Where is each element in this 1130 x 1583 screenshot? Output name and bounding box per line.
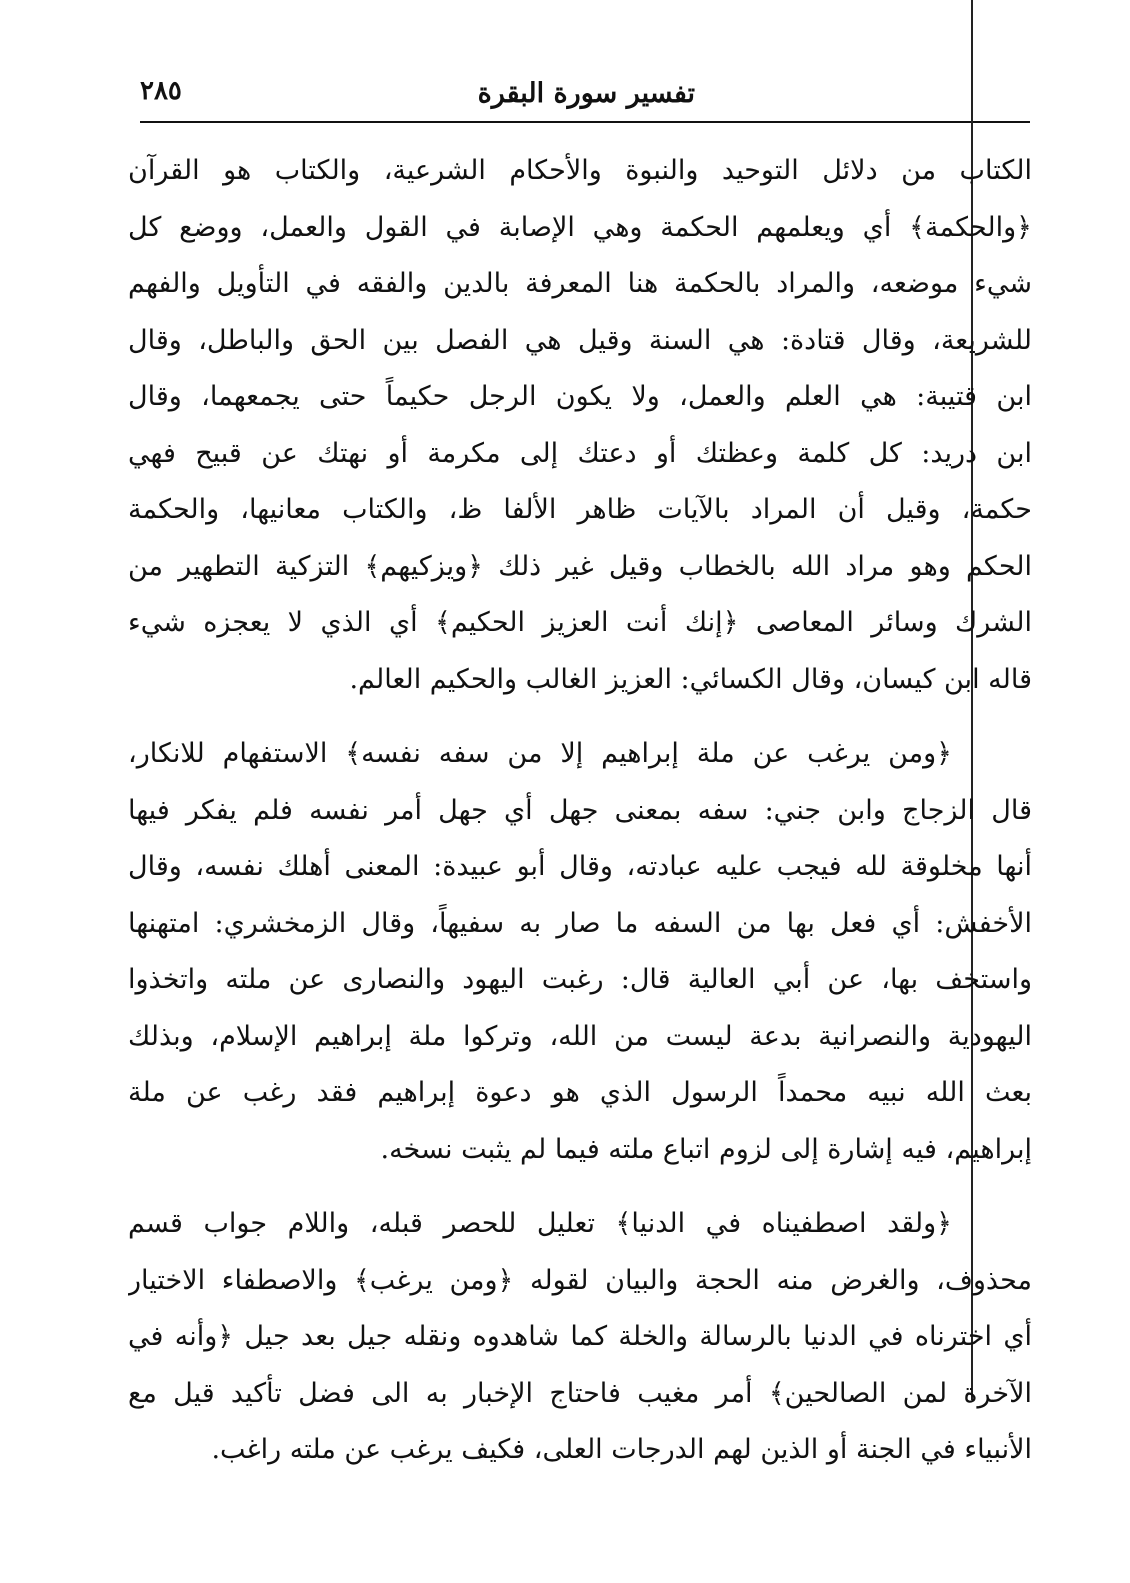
- text-line: قاله ابن كيسان، وقال الكسائي: العزيز الغالب والحكيم العالم.: [349, 663, 1032, 695]
- text-line: ﴿والحكمة﴾ أي ويعلمهم الحكمة وهي الإصابة في القول والعمل، ووضع كل: [128, 211, 1032, 243]
- text-line: بعث الله نبيه محمداً الرسول الذي هو دعوة إبراهيم فقد رغب عن ملة: [128, 1077, 1032, 1108]
- text-line: محذوف، والغرض منه الحجة والبيان لقوله ﴿ومن يرغب﴾ والاصطفاء الاختيار: [128, 1264, 1032, 1296]
- text-line: واستخف بها، عن أبي العالية قال: رغبت اليهود والنصارى عن ملته واتخذوا: [128, 964, 1032, 995]
- text-line: الحكم وهو مراد الله بالخطاب وقيل غير ذلك ﴿ويزكيهم﴾ التزكية التطهير من: [128, 550, 1032, 582]
- header-rule: [140, 121, 1030, 123]
- text-line: الأنبياء في الجنة أو الذين لهم الدرجات العلى، فكيف يرغب عن ملته راغب.: [211, 1434, 1032, 1465]
- text-line: الأخفش: أي فعل بها من السفه ما صار به سفيهاً، وقال الزمخشري: امتهنها: [128, 907, 1032, 939]
- text-line: للشريعة، وقال قتادة: هي السنة وقيل هي الفصل بين الحق والباطل، وقال: [128, 324, 1032, 356]
- paragraph-1: [128, 143, 1032, 708]
- text-line: الشرك وسائر المعاصى ﴿إنك أنت العزيز الحكيم﴾ أي الذي لا يعجزه شيء: [128, 607, 1032, 638]
- text-line: حكمة، وقيل أن المراد بالآيات ظاهر الألفا ظ، والكتاب معانيها، والحكمة: [128, 494, 1032, 525]
- text-line: أنها مخلوقة لله فيجب عليه عبادته، وقال أبو عبيدة: المعنى أهلك نفسه، وقال: [128, 851, 1032, 882]
- text-line: شيء موضعه، والمراد بالحكمة هنا المعرفة بالدين والفقه في التأويل والفهم: [128, 268, 1032, 299]
- text-line: ابن دريد: كل كلمة وعظتك أو دعتك إلى مكرمة أو نهتك عن قبيح فهي: [128, 437, 1032, 469]
- text-line: ﴿ولقد اصطفيناه في الدنيا﴾ تعليل للحصر قبله، واللام جواب قسم: [128, 1208, 952, 1239]
- paragraph-3: [128, 1196, 1032, 1479]
- text-line: إبراهيم، فيه إشارة إلى لزوم اتباع ملته فيما لم يثبت نسخه.: [380, 1133, 1032, 1165]
- text-line: الكتاب من دلائل التوحيد والنبوة والأحكام الشرعية، والكتاب هو القرآن: [128, 155, 1032, 186]
- paragraph-2: [128, 726, 1032, 1178]
- text-line: الآخرة لمن الصالحين﴾ أمر مغيب فاحتاج الإخبار به الى فضل تأكيد قيل مع: [128, 1377, 1032, 1409]
- page-number: ٢٨٥: [140, 76, 182, 106]
- page-header: [140, 70, 1030, 114]
- running-title: تفسير سورة البقرة: [477, 78, 695, 109]
- text-line: ﴿ومن يرغب عن ملة إبراهيم إلا من سفه نفسه﴾ الاستفهام للانكار،: [128, 738, 952, 769]
- text-line: اليهودية والنصرانية بدعة ليست من الله، وتركوا ملة إبراهيم الإسلام، وبذلك: [128, 1020, 1032, 1052]
- text-line: ابن قتيبة: هي العلم والعمل، ولا يكون الرجل حكيماً حتى يجمعهما، وقال: [128, 381, 1032, 412]
- text-line: أي اخترناه في الدنيا بالرسالة والخلة كما شاهدوه ونقله جيل بعد جيل ﴿وأنه في: [128, 1321, 1032, 1352]
- body-text: [128, 143, 1032, 1479]
- text-line: قال الزجاج وابن جني: سفه بمعنى جهل أي جهل أمر نفسه فلم يفكر فيها: [128, 794, 1032, 826]
- paragraph-gap: [128, 1178, 1032, 1196]
- paragraph-gap: [128, 708, 1032, 726]
